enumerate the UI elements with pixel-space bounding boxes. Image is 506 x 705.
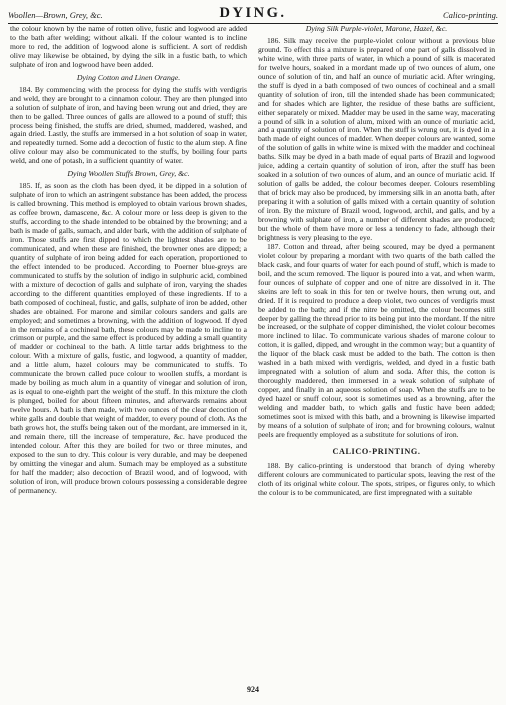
paragraph: 187. Cotton and thread, after being scoured, may be dyed a permanent violet colour by preparing a mordant with two quarts of the bath called the black cask, and four quarts of water for each pound of stuff, which is made to boil, and the scum removed. The liquor is poured into a vat, and when warm, four ounces of sulphate of copper and one of nitre are dissolved in it. The skeins are left to soak in this for ten or twelve hours, then wrung out, and dried. If it is required to produce a deep violet, two ounces of verdigris must be added to the bath; and if the nitre be omitted, the colour becomes still deeper by galling the thread prior to its being put into the mordant. If the nitre be increased, or the sulphate of copper diminished, the violet colour becomes more inclined to lilac. To communicate various shades of marone colour to cotton, it is galled, dipped, and wrought in the common way; but a quantity of the liquor of the black cask must be added to the bath. The cotton is then washed in a bath mixed with verdigris, welded, and dyed in a fustic bath impregnated with a solution of alum and soda. After this, the cotton is thoroughly maddered, then immersed in a weak solution of sulphate of copper, and finally in an aqueous solution of soap. When the stuffs are to be dyed hazel or snuff colour, soot is sometimes used as a browning, after the welding and madder bath, to which galls and fustic have been added; sometimes soot is mixed with this bath, and a browning is likewise imparted by means of a solution of sulphate of iron; and for browning colours, walnut peels are frequently employed as a substitute for solutions of iron. [258,241,495,439]
paragraph: 184. By commencing with the process for dying the stuffs with verdigris and weld, they are brought to a cinnamon colour. They are then plunged into a solution of sulphate of iron, and having been wrung out and dried, they are then to be galled. Three ounces of galls are allowed to a pound of stuff; this process being finished, the stuffs are dried, shumed, maddered, washed, and again dried. Lastly, the stuffs are immersed in a hot solution of soap in water, and repeatedly turned. Some add a decoction of fustic to the alum step. A fine olive colour may also be communicated to the stuffs, by boiling four parts weld, and one of potash, in a sufficient quantity of water. [10,84,247,166]
header-right-title: Calico-printing. [442,10,498,20]
section-heading: Dying Woollen Stuffs Brown, Grey, &c. [67,169,190,179]
paragraph: 185. If, as soon as the cloth has been dyed, it be dipped in a solution of sulphate of iron to which an astringent substance has been added, the process is called browning. This method is employed to obtain various brown shades, as coffee brown, damascene, &c. A colour more or less deep is given to the stuffs, according to the shade intended to be obtained by the browning; and a bath is made of galls, sumach, and alder bark, with the addition of sulphate of iron. Those stuffs are first dipped to which the lightest shades are to be communicated, and when these are finished, the browner ones are dipped; a quantity of sulphate of iron being added for each operation, proportioned to the effect intended to be produced. According to Poerner blue-greys are communicated to stuffs by the solution of indigo in sulphuric acid, combined with a mixture of decoction of galls and sulphate of iron, varying the shades according to the different quantities employed of these ingredients. If to a bath composed of cochineal, fustic, and galls, sulphate of iron be added, other shades are obtained. For marone and similar colours sanders and galls are employed; and sometimes a browning, with the addition of logwood. If dyed in the remains of a cochineal bath, these colours may be made to incline to a crimson or purple, and the same effect is produced by adding a small quantity of madder or cochineal to the bath. A little tartar adds brightness to the colour. With a mixture of galls, fustic, and logwood, a quantity of madder, and a little alum, hazel colours may be communicated to stuffs. To communicate the brown called puce colour to woollen stuffs, a mordant is made by boiling as much alum in a quantity of vinegar and solution of iron, as is equal to one-eighth part the weight of the stuff. In this mixture the cloth is plunged, boiled for about fifteen minutes, and afterwards remains about twelve hours. A bath is then made, with two ounces of the clear decoction of white galls and double that weight of madder, to every pound of cloth. As the bath grows hot, the stuffs being taken out of the mordant, are immersed in it, and remain there, till the increase of temperature, &c. have produced the intended colour. After this they are boiled for two or three minutes, and exposed to the sun to dry. This colour is very durable, and may be deepened by omitting the vinegar and alum. Sumach may be employed as a substitute for half the madder; also decoction of Brazil wood, and of logwood, with solution of iron, will produce brown colours possessing a considerable degree of permanency. [10,181,247,495]
running-header [8,7,498,24]
paragraph: the colour known by the name of rotten olive, fustic and logwood are added to the bath after welding; without alkali. If the colour wanted is to incline more to red, the addition of logwood alone is sufficient. A sort of reddish olive may likewise be obtained, by dying the silk in a fustic bath, to which sulphate of iron and logwood have been added. [10,25,247,69]
header-left-title: Woollen—Brown, Grey, &c. [8,10,103,20]
header-center-title: DYING. [219,5,287,21]
paragraph: 186. Silk may receive the purple-violet colour without a previous blue ground. To effect this a mixture is prepared of one part of galls dissolved in white wine, with three parts of water, in which a pound of silk is macerated for twelve hours, soaked in a mordant made up of two ounces of alum, one ounce of solution of tin, and half an ounce of muriatic acid. After wringing, the stuff is dyed in a bath composed of two ounces of cochineal and a small quantity of solution of iron, till the intended shade has been communicated; and for shades which are lighter, the residue of these baths are sufficient, either separately or mixed. Madder may be used in the same way, macerating a pound of silk in a solution of alum, mixed with an ounce of muriatic acid, and a quantity of solution of iron. When the stuff is wrung out, it is dyed in a bath made of eight ounces of madder. When deeper colours are wanted, some of the solution of galls in white wine is mixed with the madder and cochineal baths. Silk may be dyed in a bath made of equal parts of Brazil and logwood juice, adding a certain quantity of solution of iron, after the stuff has been soaked in a solution of two ounces of alum, and an ounce of muriatic acid. If solution of galls be added, the colour becomes deeper. Colours resembling that of brick may also be produced, by immersing silk in an anotta bath, after preparing it with a solution of galls mixed with a certain quantity of solution of iron. By the mixture of Brazil wood, logwood, archil, and galls, and by a browning with sulphate of iron, a number of different shades are produced; but the whole of them have more or less a tendency to fade, although their brightness is very pleasing to the eye. [258,35,495,242]
paragraph: 188. By calico-printing is understood that branch of dying whereby different colours are communicated to particular spots, leaving the rest of the cloth of its original white colour. The spots, stripes, or figures only, to which the colour is to be communicated, are first impregnated with a suitable [258,460,495,497]
left-column [10,25,247,680]
section-heading: Dying Silk Purple-violet, Marone, Hazel, &c. [305,25,448,33]
chapter-heading: CALICO-PRINTING. [332,446,421,456]
section-heading: Dying Cotton and Linen Orange. [76,72,181,82]
right-column [258,25,495,680]
page-number: 924 [247,685,259,694]
